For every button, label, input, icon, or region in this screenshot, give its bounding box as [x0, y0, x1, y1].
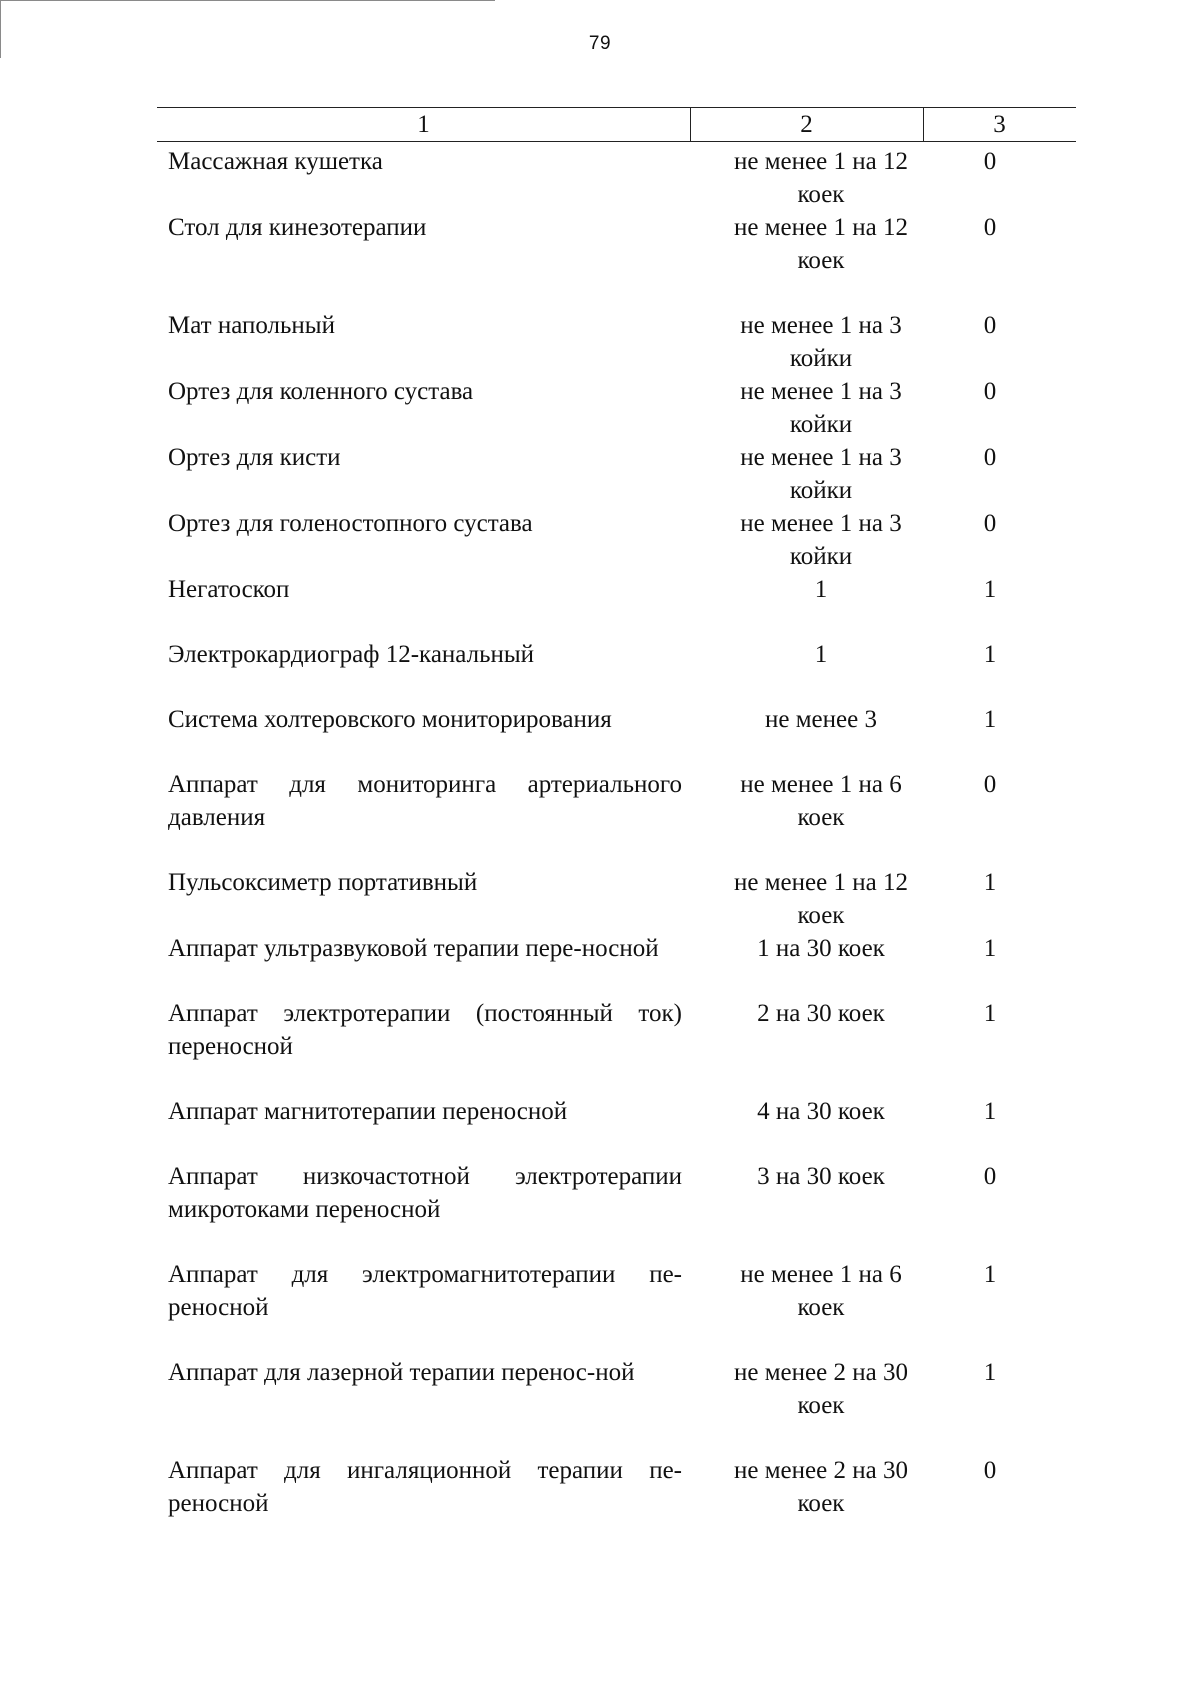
row-name: Аппарат ультразвуковой терапии пере-носной: [168, 935, 659, 962]
table-row: [168, 703, 1078, 736]
row-value: 0: [983, 444, 997, 471]
row-value: 1: [983, 1261, 997, 1288]
table-row: [168, 1356, 1078, 1422]
row-norm: 4 на 30 коек: [757, 1098, 885, 1125]
row-value: 0: [983, 378, 997, 405]
table-row: [168, 507, 1078, 573]
row-norm: не менее 1 на 12 коек: [734, 214, 908, 274]
row-value: 1: [983, 706, 997, 733]
row-norm: не менее 1 на 3 койки: [740, 444, 902, 504]
table-row: [168, 997, 1078, 1063]
row-value: 0: [983, 1457, 997, 1484]
table-row: [168, 441, 1078, 507]
header-bottom-rule: [157, 141, 1076, 142]
table-row: [168, 1095, 1078, 1128]
table-top-rule: [157, 107, 1076, 108]
row-name: Стол для кинезотерапии: [168, 214, 427, 241]
row-value: 1: [983, 935, 997, 962]
row-norm: не менее 1 на 6 коек: [740, 1261, 902, 1321]
row-name: Ортез для голеностопного сустава: [168, 510, 533, 537]
row-value: 0: [983, 214, 997, 241]
row-norm: не менее 2 на 30 коек: [734, 1457, 908, 1517]
table-row: [168, 375, 1078, 441]
header-col-2: 2: [800, 111, 813, 138]
row-norm: не менее 1 на 3 койки: [740, 378, 902, 438]
table-row: [168, 1160, 1078, 1226]
table-body: [168, 145, 1078, 1520]
table-row: [168, 768, 1078, 834]
row-name: Ортез для кисти: [168, 444, 341, 471]
table-row: [168, 1258, 1078, 1324]
row-norm: 1: [814, 576, 828, 603]
row-norm: 3 на 30 коек: [757, 1163, 885, 1190]
row-value: 0: [983, 312, 997, 339]
header-col-1: 1: [417, 111, 430, 138]
table-row: [168, 932, 1078, 965]
row-name: Аппарат низкочастотной электротерапии микротоками переносной: [168, 1163, 682, 1223]
row-name: Мат напольный: [168, 312, 335, 339]
row-norm: не менее 1 на 12 коек: [734, 148, 908, 208]
row-norm: 1 на 30 коек: [757, 935, 885, 962]
row-name: Пульсоксиметр портативный: [168, 869, 478, 896]
row-norm: не менее 1 на 3 койки: [740, 510, 902, 570]
row-name: Электрокардиограф 12-канальный: [168, 641, 535, 668]
header-col-3: 3: [993, 111, 1006, 138]
row-name: Аппарат для мониторинга артериального давления: [168, 771, 682, 831]
row-value: 1: [983, 869, 997, 896]
row-norm: 1: [814, 641, 828, 668]
row-value: 1: [983, 641, 997, 668]
row-value: 1: [983, 1000, 997, 1027]
table-row: [168, 638, 1078, 671]
row-value: 1: [983, 1098, 997, 1125]
table-row: [168, 145, 1078, 211]
page-number: 79: [588, 33, 612, 54]
scan-edge-top: [0, 0, 495, 1]
row-name: Аппарат электротерапии (постоянный ток) переносной: [168, 1000, 682, 1060]
row-value: 0: [983, 148, 997, 175]
table-row: [168, 309, 1078, 375]
row-name: Массажная кушетка: [168, 148, 383, 175]
table-row: [168, 211, 1078, 277]
row-name: Аппарат для лазерной терапии перенос-ной: [168, 1359, 635, 1386]
row-name: Аппарат магнитотерапии переносной: [168, 1098, 568, 1125]
row-norm: не менее 3: [765, 706, 877, 733]
table-row: [168, 866, 1078, 932]
row-value: 0: [983, 1163, 997, 1190]
row-value: 1: [983, 1359, 997, 1386]
table-row: [168, 573, 1078, 606]
row-name: Система холтеровского мониторирования: [168, 706, 612, 733]
row-norm: не менее 1 на 3 койки: [740, 312, 902, 372]
row-name: Аппарат для электромагнитотерапии пе-реносной: [168, 1261, 682, 1321]
row-norm: 2 на 30 коек: [757, 1000, 885, 1027]
row-norm: не менее 1 на 6 коек: [740, 771, 902, 831]
row-value: 0: [983, 771, 997, 798]
row-norm: не менее 2 на 30 коек: [734, 1359, 908, 1419]
row-name: Аппарат для ингаляционной терапии пе-реносной: [168, 1457, 682, 1517]
row-name: Ортез для коленного сустава: [168, 378, 474, 405]
row-name: Негатоскоп: [168, 576, 290, 603]
row-norm: не менее 1 на 12 коек: [734, 869, 908, 929]
row-value: 1: [983, 576, 997, 603]
table-row: [168, 1454, 1078, 1520]
row-value: 0: [983, 510, 997, 537]
